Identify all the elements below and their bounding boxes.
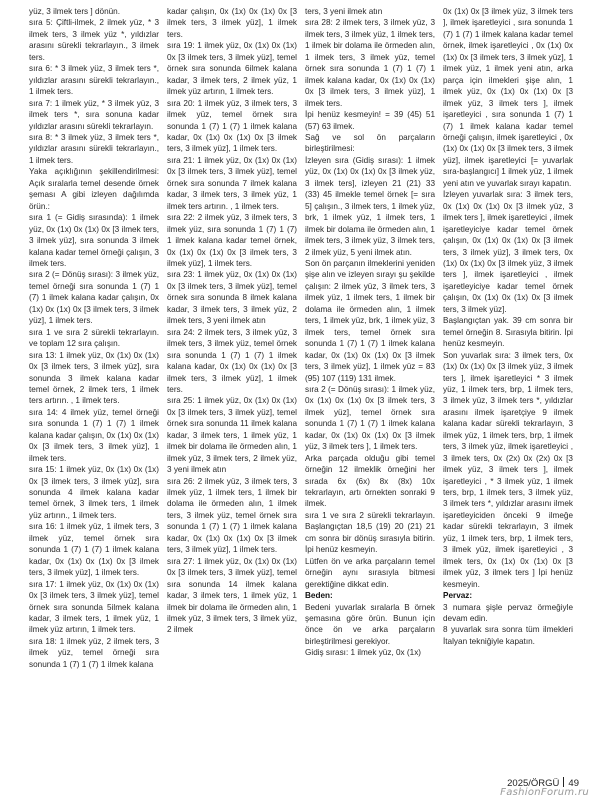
paragraph: sıra 1 (= Gidiş sırasında): 1 ilmek yüz, 0x (1x) 0x (1x) 0x [3 ilmek ters, 3 ilmek yüz], sıra sonunda 3 ilmek kalana kadar temel örneği çalışın, 3 ilmek ters.: [29, 213, 159, 268]
paragraph: 0x (1x) 0x [3 ilmek yüz, 3 ilmek ters ], ilmek işaretleyici , sıra sonunda 1 (7) 1 (7) 1 ilmek kalana kadar temel örnek, ilmek işaretleyici , 0x (1x) 0x (1x) 0x [3 ilmek ters, 3 ilmek yüz], 1 ilmek yüz, 1 ilmek yeni atın, arka parça için ilmekleri şişe alın, 1 ilmek yüz, 0x (1x) 0x (1x) 0x [3 ilmek yüz, 3 ilmek ters ], ilmek işaretleyici , sıra sonunda 1 (7) 1 (7) 1 ilmek kalana kadar temel örneği çalışın, ilmek işaretleyici , 0x (1x) 0x (1x) 0x [3 ilmek ters, 3 ilmek yüz], ilmek işaretleyici [= yuvarlak sıra-başlangıcı] 1 ilmek yüz, 1 ilmek yeni atın ve yuvarlak sırayı kapatın.: [443, 7, 573, 188]
text-column-1: [29, 6, 159, 670]
page-number: 49: [568, 778, 579, 789]
paragraph: sıra 2 (= Dönüş sırası): 1 ilmek yüz, 0x (1x) 0x (1x) 0x [3 ilmek ters, 3 ilmek yüz], temel örnek sıra sonunda 1 (7) 1 (7) 1 ilmek kalana kadar, 0x (1x) 0x (1x) 0x [3 ilmek yüz, 3 ilmek ters ], 1 ilmek ters.: [305, 384, 435, 452]
paragraph: sıra 7: 1 ilmek yüz, * 3 ilmek yüz, 3 ilmek ters *, sıra sonuna kadar yıldızlar arasını sürekli tekrarlayın.: [29, 98, 159, 131]
paragraph: 8 yuvarlak sıra sonra tüm ilmekleri İtalyan tekniğiyle kapatın.: [443, 625, 573, 646]
paragraph: sıra 13: 1 ilmek yüz, 0x (1x) 0x (1x) 0x [3 ilmek ters, 3 ilmek yüz], sıra sonunda 3 ilmek kalana kadar temel örnek, 2 ilmek ters, 1 ilmek ters artırın. , 1 ilmek ters.: [29, 350, 159, 406]
paragraph: İzleyen sıra (Gidiş sırası): 1 ilmek yüz, 0x (1x) 0x (1x) 0x [3 ilmek yüz, 3 ilmek ters], izleyen 21 (21) 33 (33) 45 ilmekle temel örnek [= sıra 5] çalışın., 3 ilmek ters, 1 ilmek yüz, brk, 1 ilmek yüz, 1 ilmek ters, 1 ilmek bir dolama ile örmeden alın, 1 ilmek ters, 3 ilmek yüz, 3 ilmek ters, 2 ilmek yüz, 5 yeni ilmek atın.: [305, 155, 435, 257]
paragraph: sıra 23: 1 ilmek yüz, 0x (1x) 0x (1x) 0x [3 ilmek ters, 3 ilmek yüz], temel örnek sıra sonunda 8 ilmek kalana kadar, 3 ilmek ters, 3 ilmek yüz, 2 ilmek ters, 3 yeni ilmek atın: [167, 270, 297, 326]
paragraph: sıra 6: * 3 ilmek yüz, 3 ilmek ters *, yıldızlar arasını sürekli tekrarlayın., 1 ilmek ters.: [29, 64, 159, 97]
paragraph: sıra 5: Çiftli-ilmek, 2 ilmek yüz, * 3 ilmek ters, 3 ilmek yüz *, yıldızlar arasını sürekli tekrarlayın., 3 ilmek ters.: [29, 18, 159, 62]
paragraph: sıra 22: 2 ilmek yüz, 3 ilmek ters, 3 ilmek yüz, sıra sonunda 1 (7) 1 (7) 1 ilmek kalana kadar temel örnek, 0x (1x) 0x (1x) 0x [3 ilmek ters, 3 ilmek yüz], 1 ilmek ters.: [167, 213, 297, 268]
paragraph: sıra 16: 1 ilmek yüz, 1 ilmek ters, 3 ilmek yüz, temel örnek sıra sonunda 1 (7) 1 (7) 1 ilmek kalana kadar, 0x (1x) 0x (1x) 0x [3 ilmek ters, 3 ilmek yüz], 1 ilmek ters.: [29, 522, 159, 578]
paragraph: Son ön parçanın ilmeklerini yeniden şişe alın ve izleyen sırayı şu şekilde çalışın: 2 ilmek yüz, 3 ilmek ters, 3 ilmek yüz, 1 ilmek ters, 1 ilmek bir dolama ile örmeden alın, 1 ilmek ters, 1 ilmek yüz, brk, 1 ilmek yüz, 3 ilmek ters, temel örnek sıra sonunda 1 (7) 1 (7) 1 ilmek kalana kadar, 0x (1x) 0x (1x) 0x [3 ilmek ters, 3 ilmek yüz], 1 ilmek yüz = 83 (95) 107 (119) 131 ilmek.: [305, 258, 435, 383]
paragraph: sıra 25: 1 ilmek yüz, 0x (1x) 0x (1x) 0x [3 ilmek ters, 3 ilmek yüz], temel örnek sıra sonunda 11 ilmek kalana kadar, 3 ilmek ters, 1 ilmek yüz, 1 ilmek bir dolama ile örmeden alın, 1 ilmek yüz, 3 ilmek ters, 2 ilmek yüz, 3 yeni ilmek atın: [167, 396, 297, 475]
paragraph: yüz, 3 ilmek ters ] dönün.: [29, 7, 121, 16]
paragraph: Son yuvarlak sıra: 3 ilmek ters, 0x (1x) 0x (1x) 0x [3 ilmek yüz, 3 ilmek ters ], ilmek işaretleyici * 3 ilmek yüz, 1 ilmek ters, brp, 1 ilmek ters, 3 ilmek yüz, 3 ilmek ters *, yıldızlar arasını ilmek işaretçiye 9 ilmek kalana kadar sürekli tekrarlayın, 3 ilmek yüz, 1 ilmek ters, brp, 1 ilmek ters, 3 ilmek yüz, ilmek işaretleyici , 3 ilmek ters, 0x (2x) 0x (2x) 0x [3 ilmek yüz, 3 ilmek ters ], ilmek işaretleyici , * 3 ilmek yüz, 1 ilmek ters, brp, 1 ilmek ters, 3 ilmek yüz, 3 ilmek ters *, yıldızlar arasını ilmek işaretleyiciden önceki 9 ilmeğe kadar sürekli tekrarlayın, 3 ilmek yüz, 1 ilmek ters, brp, 1 ilmek ters, 3 ilmek yüz, ilmek işaretleyici , 3 ilmek ters, 0x (1x) 0x (1x) 0x [3 ilmek yüz, 3 ilmek ters ] İpi henüz kesmeyin.: [443, 350, 573, 589]
section-heading: Pervaz:: [443, 591, 473, 601]
text-column-4: [443, 6, 573, 647]
text-column-2: [167, 6, 297, 636]
magazine-page: [29, 6, 581, 774]
paragraph: sıra 28: 2 ilmek ters, 3 ilmek yüz, 3 ilmek ters, 3 ilmek yüz, 1 ilmek ters, 1 ilmek bir dolama ile örmeden alın, 1 ilmek ters, 3 ilmek yüz, temel örnek sıra sonunda 1 (7) 1 (7) 1 ilmek kalana kadar, 0x (1x) 0x (1x) 0x [3 ilmek ters, 3 ilmek yüz], 1 ilmek ters.: [305, 18, 435, 108]
paragraph: Sağ ve sol ön parçaların birleştirilmesi:: [305, 132, 435, 154]
paragraph: sıra 18: 1 ilmek yüz, 2 ilmek ters, 3 ilmek yüz, temel örneği sıra sonunda 1 (7) 1 (7) 1 ilmek kalana: [29, 636, 159, 669]
paragraph: Arka parçada olduğu gibi temel örneğin 12 ilmeklik örneğini her sırada 6x (6x) 8x (8x) 10x tekrarlayın, artı örnekten sonraki 9 ilmek.: [305, 453, 435, 509]
paragraph: Bedeni yuvarlak sıralarla B örnek şemasına göre örün. Bunun için önce ön ve arka parçaların birleştirilmesi gerekiyor.: [305, 602, 435, 646]
paragraph: sıra 15: 1 ilmek yüz, 0x (1x) 0x (1x) 0x [3 ilmek ters, 3 ilmek yüz], sıra sonunda 4 ilmek kalana kadar temel örnek, 3 ilmek ters, 1 ilmek yüz artırın., 1 ilmek ters.: [29, 465, 159, 520]
paragraph: Başlangıçtan yak. 39 cm sonra bir temel örneğin 8. Sırasıyla bitirin. İpi henüz kesmeyin.: [443, 316, 573, 349]
paragraph: ters, 3 yeni ilmek atın: [305, 7, 383, 16]
paragraph: sıra 27: 1 ilmek yüz, 0x (1x) 0x (1x) 0x [3 ilmek ters, 3 ilmek yüz], temel sıra sonunda 14 ilmek kalana kadar, 3 ilmek ters, 1 ilmek yüz, 1 ilmek bir dolama ile örmeden alın, 1 ilmek yüz, 3 ilmek ters, 3 ilmek yüz, 2 ilmek: [167, 556, 297, 635]
paragraph: Yaka açıklığının şekillendirilmesi: Açık sıralarla temel desende örnek şeması A gibi izleyen dağılımda örün.:: [29, 167, 159, 211]
paragraph: sıra 14: 4 ilmek yüz, temel örneği sıra sonunda 1 (7) 1 (7) 1 ilmek kalana kadar çalışın, 0x (1x) 0x (1x) 0x [3 ilmek ters, 3 ilmek yüz], 1 ilmek ters.: [29, 407, 159, 463]
magazine-issue: 2025/ÖRGÜ: [507, 778, 560, 789]
paragraph: 3 numara şişle pervaz örmeğiyle devam edin.: [443, 602, 573, 624]
paragraph: Gidiş sırası: 1 ilmek yüz, 0x (1x): [305, 648, 422, 658]
paragraph: sıra 21: 1 ilmek yüz, 0x (1x) 0x (1x) 0x [3 ilmek ters, 3 ilmek yüz], temel örnek sıra sonunda 7 ilmek kalana kadar, 3 ilmek ters, 3 ilmek yüz, 1 ilmek ters artırın. , 1 ilmek ters.: [167, 155, 297, 211]
paragraph: kadar çalışın, 0x (1x) 0x (1x) 0x [3 ilmek ters, 3 ilmek yüz], 1 ilmek ters.: [167, 7, 297, 39]
paragraph: İzleyen yuvarlak sıra: 3 ilmek ters, 0x (1x) 0x (1x) 0x [3 ilmek yüz, 3 ilmek ters ], ilmek işaretleyici , ilmek işaretleyiciye kadar temel örnek çalışın, 0x (1x) 0x (1x) 0x [3 ilmek ters, 3 ilmek yüz], 3 ilmek ters, 0x (1x) 0x (1x) 0x [3 ilmek yüz, 3 ilmek ters ], ilmek işaretleyici , ilmek işaretleyiciye kadar temel örnek çalışın, 0x (1x) 0x (1x) 0x [3 ilmek ters, 3 ilmek yüz].: [443, 190, 573, 314]
paragraph: sıra 1 ve sıra 2 sürekli tekrarlayın. Başlangıçtan 18,5 (19) 20 (21) 21 cm sonra bir dönüş sırasıyla bitirin. İpi henüz kesmeyin.: [305, 510, 435, 555]
text-column-3: [305, 6, 435, 659]
paragraph: sıra 2 (= Dönüş sırası): 3 ilmek yüz, temel örneği sıra sonunda 1 (7) 1 (7) 1 ilmek kalana kadar çalışın, 0x (1x) 0x (1x) 0x [3 ilmek ters, 3 ilmek yüz], 1 ilmek ters.: [29, 270, 159, 326]
watermark: FashionForum.ru: [500, 787, 589, 798]
paragraph: İpi henüz kesmeyin! = 39 (45) 51 (57) 63 ilmek.: [305, 110, 435, 131]
paragraph: sıra 24: 2 ilmek ters, 3 ilmek yüz, 3 ilmek ters, 3 ilmek yüz, temel örnek sıra sonunda 1 (7) 1 (7) 1 ilmek kalana kadar, 0x (1x) 0x (1x) 0x [3 ilmek ters, 3 ilmek yüz], 1 ilmek ters.: [167, 327, 297, 394]
paragraph: sıra 26: 2 ilmek yüz, 3 ilmek ters, 3 ilmek yüz, 1 ilmek ters, 1 ilmek bir dolama ile örmeden alın, 1 ilmek ters, 3 ilmek yüz, temel örnek sıra sonunda 1 (7) 1 (7) 1 ilmek kalana kadar, 0x (1x) 0x (1x) 0x [3 ilmek ters, 3 ilmek yüz], 1 ilmek ters.: [167, 476, 297, 555]
paragraph: sıra 17: 1 ilmek yüz, 0x (1x) 0x (1x) 0x [3 ilmek ters, 3 ilmek yüz], temel örnek sıra sonunda 5ilmek kalana kadar, 3 ilmek ters, 1 ilmek yüz, 1 ilmek yüz artırın, 1 ilmek ters.: [29, 579, 159, 635]
paragraph: sıra 19: 1 ilmek yüz, 0x (1x) 0x (1x) 0x [3 ilmek ters, 3 ilmek yüz], temel örnek sıra sonunda 6ilmek kalana kadar, 3 ilmek ters, 2 ilmek yüz, 1 ilmek yüz artırın, 1 ilmek ters.: [167, 41, 297, 97]
paragraph: sıra 1 ve sıra 2 sürekli tekrarlayın. ve toplam 12 sıra çalışın.: [29, 327, 159, 349]
paragraph: sıra 8: * 3 ilmek yüz, 3 ilmek ters *, yıldızlar arasını sürekli tekrarlayın., 1 ilmek ters.: [29, 132, 159, 165]
footer-divider: [563, 777, 564, 787]
paragraph: Lütfen ön ve arka parçaların temel örneğin aynı sırasıyla bitmesi gerektiğine dikkat edin.: [305, 556, 435, 589]
section-heading: Beden:: [305, 591, 333, 601]
paragraph: sıra 20: 1 ilmek yüz, 3 ilmek ters, 3 ilmek yüz, temel örnek sıra sonunda 1 (7) 1 (7) 1 ilmek kalana kadar, 0x (1x) 0x (1x) 0x [3 ilmek ters, 3 ilmek yüz], 1 ilmek ters.: [167, 98, 297, 154]
